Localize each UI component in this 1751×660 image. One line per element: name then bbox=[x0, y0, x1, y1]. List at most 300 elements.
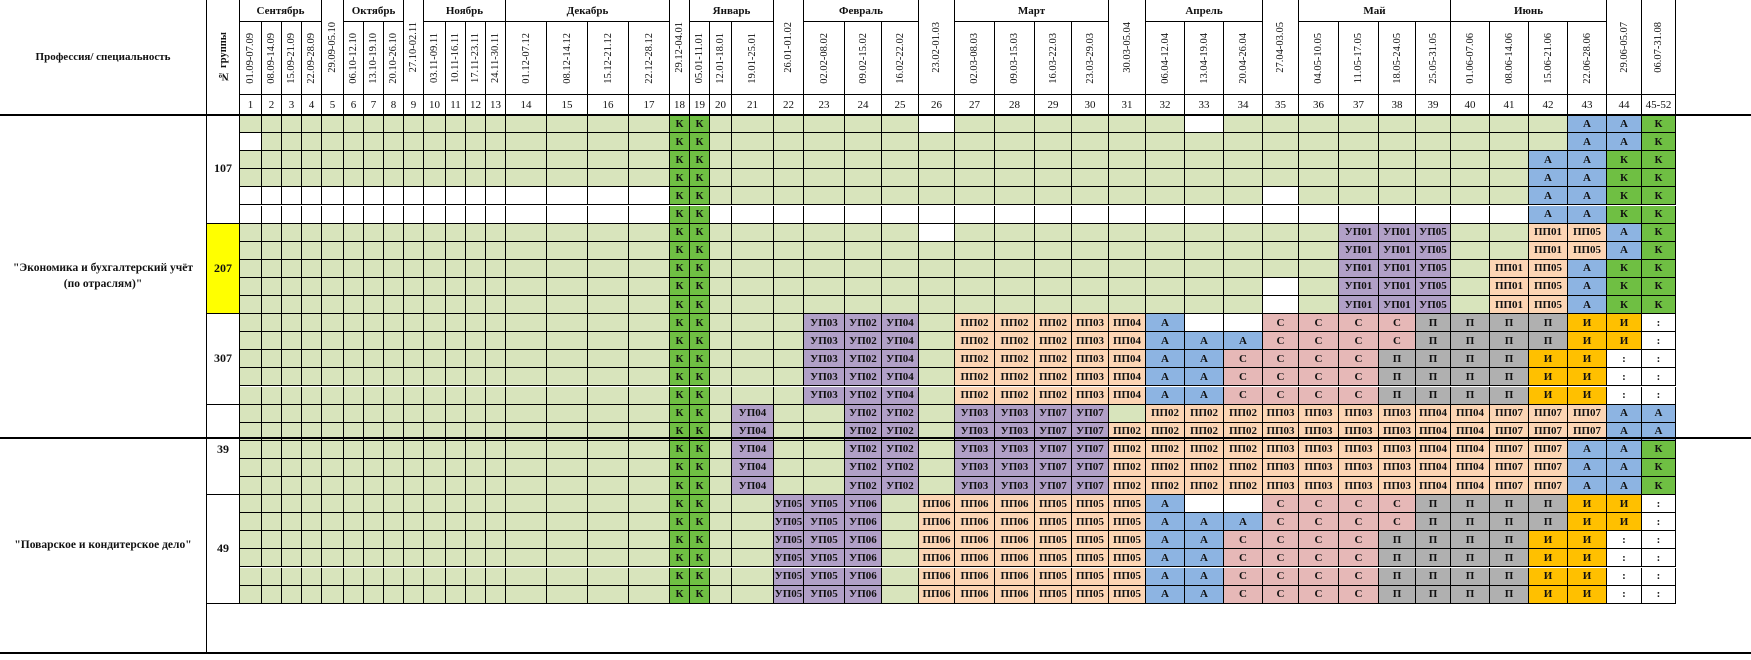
schedule-cell[interactable] bbox=[240, 586, 262, 604]
schedule-cell[interactable] bbox=[547, 115, 588, 133]
schedule-cell[interactable]: И bbox=[1568, 586, 1607, 604]
schedule-cell[interactable] bbox=[506, 513, 547, 531]
schedule-cell[interactable] bbox=[404, 332, 424, 350]
schedule-cell[interactable] bbox=[486, 278, 506, 296]
schedule-cell[interactable] bbox=[774, 242, 804, 260]
schedule-cell[interactable] bbox=[547, 187, 588, 205]
schedule-cell[interactable]: А bbox=[1185, 350, 1224, 368]
schedule-cell[interactable] bbox=[384, 115, 404, 133]
schedule-cell[interactable] bbox=[506, 549, 547, 567]
schedule-cell[interactable] bbox=[344, 260, 364, 278]
schedule-cell[interactable] bbox=[240, 115, 262, 133]
schedule-cell[interactable] bbox=[302, 115, 322, 133]
schedule-cell[interactable]: К bbox=[1607, 296, 1642, 314]
schedule-cell[interactable] bbox=[282, 459, 302, 477]
schedule-cell[interactable] bbox=[486, 242, 506, 260]
schedule-cell[interactable] bbox=[240, 169, 262, 187]
schedule-cell[interactable] bbox=[1416, 151, 1451, 169]
schedule-cell[interactable] bbox=[282, 387, 302, 405]
schedule-cell[interactable]: ПП05 bbox=[1109, 495, 1146, 513]
schedule-cell[interactable] bbox=[1109, 187, 1146, 205]
schedule-cell[interactable] bbox=[364, 586, 384, 604]
schedule-cell[interactable] bbox=[506, 314, 547, 332]
schedule-cell[interactable] bbox=[262, 133, 282, 151]
schedule-cell[interactable]: А bbox=[1185, 513, 1224, 531]
schedule-cell[interactable]: УП05 bbox=[804, 531, 845, 549]
schedule-cell[interactable]: ПП04 bbox=[1451, 405, 1490, 423]
schedule-cell[interactable]: ПП02 bbox=[955, 350, 995, 368]
schedule-cell[interactable]: П bbox=[1490, 586, 1529, 604]
schedule-cell[interactable] bbox=[486, 495, 506, 513]
schedule-cell[interactable]: ПП01 bbox=[1490, 278, 1529, 296]
schedule-cell[interactable] bbox=[364, 115, 384, 133]
schedule-cell[interactable] bbox=[240, 224, 262, 242]
schedule-cell[interactable]: С bbox=[1339, 586, 1379, 604]
schedule-cell[interactable]: К bbox=[670, 151, 690, 169]
schedule-cell[interactable] bbox=[1339, 206, 1379, 224]
schedule-cell[interactable]: С bbox=[1299, 350, 1339, 368]
schedule-cell[interactable] bbox=[1224, 278, 1263, 296]
schedule-cell[interactable] bbox=[955, 242, 995, 260]
schedule-cell[interactable] bbox=[446, 296, 466, 314]
schedule-cell[interactable] bbox=[240, 350, 262, 368]
schedule-cell[interactable]: УП06 bbox=[845, 568, 882, 586]
schedule-cell[interactable] bbox=[1035, 151, 1072, 169]
schedule-cell[interactable] bbox=[804, 278, 845, 296]
schedule-cell[interactable] bbox=[282, 549, 302, 567]
schedule-cell[interactable] bbox=[424, 549, 446, 567]
schedule-cell[interactable]: ПП05 bbox=[1035, 513, 1072, 531]
schedule-cell[interactable] bbox=[1490, 115, 1529, 133]
schedule-cell[interactable]: ПП07 bbox=[1529, 477, 1568, 495]
schedule-cell[interactable] bbox=[732, 350, 774, 368]
schedule-cell[interactable] bbox=[804, 224, 845, 242]
schedule-cell[interactable] bbox=[446, 531, 466, 549]
schedule-cell[interactable] bbox=[302, 441, 322, 459]
schedule-cell[interactable] bbox=[446, 513, 466, 531]
schedule-cell[interactable] bbox=[919, 224, 955, 242]
schedule-cell[interactable] bbox=[506, 495, 547, 513]
schedule-cell[interactable] bbox=[1263, 278, 1299, 296]
schedule-cell[interactable]: С bbox=[1263, 368, 1299, 386]
schedule-cell[interactable]: А bbox=[1224, 332, 1263, 350]
schedule-cell[interactable]: УП06 bbox=[845, 586, 882, 604]
schedule-cell[interactable]: С bbox=[1263, 568, 1299, 586]
schedule-cell[interactable] bbox=[344, 242, 364, 260]
schedule-cell[interactable] bbox=[240, 549, 262, 567]
schedule-cell[interactable]: П bbox=[1416, 495, 1451, 513]
schedule-cell[interactable] bbox=[344, 314, 364, 332]
schedule-cell[interactable]: К bbox=[670, 549, 690, 567]
schedule-cell[interactable]: К bbox=[690, 169, 710, 187]
schedule-cell[interactable] bbox=[302, 332, 322, 350]
schedule-cell[interactable] bbox=[404, 549, 424, 567]
schedule-cell[interactable]: С bbox=[1263, 531, 1299, 549]
schedule-cell[interactable] bbox=[322, 314, 344, 332]
schedule-cell[interactable] bbox=[506, 133, 547, 151]
schedule-cell[interactable] bbox=[344, 332, 364, 350]
schedule-cell[interactable] bbox=[845, 206, 882, 224]
schedule-cell[interactable] bbox=[804, 477, 845, 495]
schedule-cell[interactable]: И bbox=[1568, 549, 1607, 567]
schedule-cell[interactable]: А bbox=[1607, 133, 1642, 151]
schedule-cell[interactable]: И bbox=[1529, 531, 1568, 549]
schedule-cell[interactable] bbox=[322, 568, 344, 586]
schedule-cell[interactable] bbox=[282, 278, 302, 296]
schedule-cell[interactable] bbox=[446, 568, 466, 586]
schedule-cell[interactable] bbox=[1072, 278, 1109, 296]
schedule-cell[interactable] bbox=[404, 187, 424, 205]
schedule-cell[interactable] bbox=[995, 242, 1035, 260]
schedule-cell[interactable] bbox=[547, 206, 588, 224]
schedule-cell[interactable]: ПП03 bbox=[1299, 477, 1339, 495]
schedule-cell[interactable] bbox=[424, 350, 446, 368]
schedule-cell[interactable] bbox=[1035, 133, 1072, 151]
schedule-cell[interactable]: УП06 bbox=[845, 531, 882, 549]
schedule-cell[interactable]: К bbox=[690, 549, 710, 567]
schedule-cell[interactable] bbox=[845, 278, 882, 296]
schedule-cell[interactable] bbox=[1299, 242, 1339, 260]
schedule-cell[interactable] bbox=[774, 459, 804, 477]
schedule-cell[interactable] bbox=[1451, 115, 1490, 133]
schedule-cell[interactable]: ПП04 bbox=[1109, 368, 1146, 386]
schedule-cell[interactable] bbox=[424, 169, 446, 187]
schedule-cell[interactable]: ПП05 bbox=[1109, 531, 1146, 549]
schedule-cell[interactable]: К bbox=[690, 151, 710, 169]
schedule-cell[interactable]: К bbox=[690, 133, 710, 151]
schedule-cell[interactable]: УП07 bbox=[1035, 405, 1072, 423]
schedule-cell[interactable]: С bbox=[1339, 568, 1379, 586]
schedule-cell[interactable]: ПП07 bbox=[1529, 423, 1568, 441]
schedule-cell[interactable] bbox=[486, 115, 506, 133]
schedule-cell[interactable] bbox=[588, 224, 629, 242]
schedule-cell[interactable] bbox=[547, 495, 588, 513]
schedule-cell[interactable] bbox=[1299, 133, 1339, 151]
schedule-cell[interactable]: А bbox=[1146, 513, 1185, 531]
schedule-cell[interactable] bbox=[364, 441, 384, 459]
schedule-cell[interactable] bbox=[424, 187, 446, 205]
schedule-cell[interactable] bbox=[1035, 296, 1072, 314]
schedule-cell[interactable]: УП07 bbox=[1072, 459, 1109, 477]
schedule-cell[interactable] bbox=[1185, 314, 1224, 332]
schedule-cell[interactable]: ПП07 bbox=[1490, 477, 1529, 495]
schedule-cell[interactable] bbox=[446, 278, 466, 296]
schedule-cell[interactable] bbox=[919, 151, 955, 169]
schedule-cell[interactable] bbox=[845, 242, 882, 260]
schedule-cell[interactable] bbox=[629, 278, 670, 296]
schedule-cell[interactable] bbox=[364, 151, 384, 169]
schedule-cell[interactable] bbox=[588, 405, 629, 423]
schedule-cell[interactable] bbox=[364, 568, 384, 586]
schedule-cell[interactable] bbox=[1035, 169, 1072, 187]
schedule-cell[interactable] bbox=[1035, 242, 1072, 260]
schedule-cell[interactable] bbox=[322, 495, 344, 513]
schedule-cell[interactable]: А bbox=[1607, 242, 1642, 260]
schedule-cell[interactable]: ПП03 bbox=[1263, 477, 1299, 495]
schedule-cell[interactable] bbox=[486, 314, 506, 332]
schedule-cell[interactable]: К bbox=[670, 495, 690, 513]
schedule-cell[interactable] bbox=[404, 151, 424, 169]
schedule-cell[interactable] bbox=[486, 260, 506, 278]
schedule-cell[interactable] bbox=[804, 296, 845, 314]
schedule-cell[interactable]: УП02 bbox=[845, 405, 882, 423]
schedule-cell[interactable] bbox=[240, 332, 262, 350]
schedule-cell[interactable] bbox=[262, 242, 282, 260]
schedule-cell[interactable] bbox=[384, 151, 404, 169]
schedule-cell[interactable] bbox=[506, 115, 547, 133]
schedule-cell[interactable] bbox=[1224, 151, 1263, 169]
schedule-cell[interactable] bbox=[384, 513, 404, 531]
schedule-cell[interactable]: А bbox=[1607, 115, 1642, 133]
schedule-cell[interactable]: К bbox=[670, 206, 690, 224]
schedule-cell[interactable] bbox=[1224, 169, 1263, 187]
schedule-cell[interactable]: ПП02 bbox=[1035, 368, 1072, 386]
schedule-cell[interactable] bbox=[547, 531, 588, 549]
schedule-cell[interactable] bbox=[302, 206, 322, 224]
schedule-cell[interactable] bbox=[486, 151, 506, 169]
schedule-cell[interactable] bbox=[732, 151, 774, 169]
schedule-cell[interactable] bbox=[629, 441, 670, 459]
schedule-cell[interactable] bbox=[1035, 115, 1072, 133]
schedule-cell[interactable] bbox=[240, 242, 262, 260]
schedule-cell[interactable] bbox=[774, 314, 804, 332]
schedule-cell[interactable] bbox=[506, 387, 547, 405]
schedule-cell[interactable]: С bbox=[1263, 586, 1299, 604]
schedule-cell[interactable]: С bbox=[1299, 387, 1339, 405]
schedule-cell[interactable] bbox=[995, 278, 1035, 296]
schedule-cell[interactable]: УП03 bbox=[995, 405, 1035, 423]
schedule-cell[interactable]: П bbox=[1490, 495, 1529, 513]
schedule-cell[interactable] bbox=[282, 441, 302, 459]
schedule-cell[interactable]: К bbox=[1642, 169, 1676, 187]
schedule-cell[interactable]: : bbox=[1642, 586, 1676, 604]
schedule-cell[interactable]: И bbox=[1529, 387, 1568, 405]
schedule-cell[interactable] bbox=[322, 405, 344, 423]
schedule-cell[interactable]: УП05 bbox=[774, 586, 804, 604]
schedule-cell[interactable] bbox=[710, 151, 732, 169]
schedule-cell[interactable] bbox=[446, 549, 466, 567]
schedule-cell[interactable] bbox=[1263, 133, 1299, 151]
schedule-cell[interactable] bbox=[404, 314, 424, 332]
schedule-cell[interactable]: К bbox=[1642, 187, 1676, 205]
schedule-cell[interactable] bbox=[344, 495, 364, 513]
schedule-cell[interactable]: УП03 bbox=[955, 423, 995, 441]
schedule-cell[interactable]: А bbox=[1185, 387, 1224, 405]
schedule-cell[interactable]: И bbox=[1607, 332, 1642, 350]
schedule-cell[interactable] bbox=[1299, 206, 1339, 224]
schedule-cell[interactable]: П bbox=[1490, 332, 1529, 350]
schedule-cell[interactable] bbox=[1224, 242, 1263, 260]
schedule-cell[interactable] bbox=[804, 405, 845, 423]
schedule-cell[interactable] bbox=[774, 133, 804, 151]
schedule-cell[interactable] bbox=[384, 296, 404, 314]
schedule-cell[interactable]: ПП02 bbox=[1146, 459, 1185, 477]
schedule-cell[interactable]: С bbox=[1263, 332, 1299, 350]
schedule-cell[interactable]: А bbox=[1529, 187, 1568, 205]
schedule-cell[interactable]: УП01 bbox=[1339, 242, 1379, 260]
schedule-cell[interactable] bbox=[446, 260, 466, 278]
schedule-cell[interactable]: П bbox=[1490, 350, 1529, 368]
schedule-cell[interactable] bbox=[446, 586, 466, 604]
schedule-cell[interactable] bbox=[955, 115, 995, 133]
schedule-cell[interactable]: УП05 bbox=[774, 568, 804, 586]
schedule-cell[interactable] bbox=[1185, 206, 1224, 224]
schedule-cell[interactable]: ПП03 bbox=[1263, 405, 1299, 423]
schedule-cell[interactable]: П bbox=[1416, 314, 1451, 332]
schedule-cell[interactable] bbox=[1072, 296, 1109, 314]
schedule-cell[interactable]: П bbox=[1490, 368, 1529, 386]
schedule-cell[interactable] bbox=[240, 405, 262, 423]
schedule-cell[interactable]: : bbox=[1607, 568, 1642, 586]
schedule-cell[interactable]: УП03 bbox=[804, 332, 845, 350]
schedule-cell[interactable]: УП07 bbox=[1035, 441, 1072, 459]
schedule-cell[interactable]: К bbox=[1642, 224, 1676, 242]
schedule-cell[interactable] bbox=[506, 224, 547, 242]
schedule-cell[interactable] bbox=[446, 477, 466, 495]
schedule-cell[interactable]: : bbox=[1607, 586, 1642, 604]
schedule-cell[interactable]: ПП02 bbox=[1185, 477, 1224, 495]
schedule-cell[interactable] bbox=[629, 586, 670, 604]
schedule-cell[interactable] bbox=[629, 115, 670, 133]
schedule-cell[interactable] bbox=[466, 495, 486, 513]
schedule-cell[interactable] bbox=[919, 441, 955, 459]
schedule-cell[interactable]: К bbox=[690, 206, 710, 224]
schedule-cell[interactable] bbox=[344, 531, 364, 549]
schedule-cell[interactable] bbox=[466, 568, 486, 586]
schedule-cell[interactable]: К bbox=[690, 115, 710, 133]
schedule-cell[interactable] bbox=[882, 224, 919, 242]
schedule-cell[interactable] bbox=[995, 224, 1035, 242]
schedule-cell[interactable]: УП02 bbox=[845, 332, 882, 350]
schedule-cell[interactable] bbox=[1185, 133, 1224, 151]
schedule-cell[interactable]: К bbox=[670, 568, 690, 586]
schedule-cell[interactable] bbox=[1416, 206, 1451, 224]
schedule-cell[interactable] bbox=[995, 169, 1035, 187]
schedule-cell[interactable]: ПП02 bbox=[1035, 314, 1072, 332]
schedule-cell[interactable] bbox=[955, 169, 995, 187]
schedule-cell[interactable] bbox=[240, 387, 262, 405]
schedule-cell[interactable] bbox=[466, 531, 486, 549]
schedule-cell[interactable] bbox=[322, 513, 344, 531]
schedule-cell[interactable] bbox=[302, 260, 322, 278]
schedule-cell[interactable] bbox=[774, 332, 804, 350]
schedule-cell[interactable] bbox=[344, 187, 364, 205]
schedule-cell[interactable]: А bbox=[1568, 206, 1607, 224]
schedule-cell[interactable] bbox=[710, 441, 732, 459]
schedule-cell[interactable] bbox=[240, 531, 262, 549]
schedule-cell[interactable] bbox=[547, 332, 588, 350]
schedule-cell[interactable] bbox=[262, 169, 282, 187]
schedule-cell[interactable]: К bbox=[1642, 133, 1676, 151]
schedule-cell[interactable] bbox=[1035, 206, 1072, 224]
schedule-cell[interactable] bbox=[506, 296, 547, 314]
schedule-cell[interactable] bbox=[1451, 296, 1490, 314]
schedule-cell[interactable] bbox=[588, 477, 629, 495]
schedule-cell[interactable] bbox=[919, 459, 955, 477]
schedule-cell[interactable] bbox=[262, 531, 282, 549]
schedule-cell[interactable] bbox=[262, 405, 282, 423]
schedule-cell[interactable] bbox=[588, 260, 629, 278]
schedule-cell[interactable] bbox=[424, 133, 446, 151]
schedule-cell[interactable] bbox=[446, 133, 466, 151]
schedule-cell[interactable] bbox=[240, 368, 262, 386]
schedule-cell[interactable]: УП03 bbox=[995, 423, 1035, 441]
schedule-cell[interactable]: ПП03 bbox=[1379, 441, 1416, 459]
schedule-cell[interactable]: С bbox=[1224, 350, 1263, 368]
schedule-cell[interactable]: К bbox=[670, 224, 690, 242]
schedule-cell[interactable] bbox=[424, 115, 446, 133]
schedule-cell[interactable] bbox=[1490, 224, 1529, 242]
schedule-cell[interactable] bbox=[1146, 260, 1185, 278]
schedule-cell[interactable] bbox=[384, 206, 404, 224]
schedule-cell[interactable]: ПП03 bbox=[1339, 405, 1379, 423]
schedule-cell[interactable] bbox=[446, 187, 466, 205]
schedule-cell[interactable]: : bbox=[1642, 368, 1676, 386]
schedule-cell[interactable]: УП02 bbox=[845, 368, 882, 386]
schedule-cell[interactable]: П bbox=[1379, 568, 1416, 586]
schedule-cell[interactable] bbox=[732, 332, 774, 350]
schedule-cell[interactable] bbox=[364, 368, 384, 386]
schedule-cell[interactable] bbox=[404, 133, 424, 151]
schedule-cell[interactable] bbox=[1072, 151, 1109, 169]
schedule-cell[interactable] bbox=[845, 187, 882, 205]
schedule-cell[interactable] bbox=[1299, 260, 1339, 278]
schedule-cell[interactable] bbox=[466, 169, 486, 187]
schedule-cell[interactable] bbox=[344, 278, 364, 296]
schedule-cell[interactable] bbox=[710, 568, 732, 586]
schedule-cell[interactable] bbox=[364, 133, 384, 151]
schedule-cell[interactable]: УП05 bbox=[1416, 296, 1451, 314]
schedule-cell[interactable] bbox=[466, 441, 486, 459]
schedule-cell[interactable] bbox=[424, 260, 446, 278]
schedule-cell[interactable] bbox=[446, 242, 466, 260]
schedule-cell[interactable] bbox=[486, 459, 506, 477]
schedule-cell[interactable] bbox=[486, 405, 506, 423]
schedule-cell[interactable] bbox=[1451, 187, 1490, 205]
schedule-cell[interactable] bbox=[1224, 187, 1263, 205]
schedule-cell[interactable] bbox=[710, 459, 732, 477]
schedule-cell[interactable]: С bbox=[1339, 549, 1379, 567]
schedule-cell[interactable] bbox=[240, 278, 262, 296]
schedule-cell[interactable]: П bbox=[1416, 387, 1451, 405]
schedule-cell[interactable] bbox=[446, 151, 466, 169]
schedule-cell[interactable] bbox=[588, 278, 629, 296]
schedule-cell[interactable]: УП02 bbox=[882, 441, 919, 459]
schedule-cell[interactable]: ПП06 bbox=[919, 513, 955, 531]
schedule-cell[interactable] bbox=[629, 513, 670, 531]
schedule-cell[interactable]: И bbox=[1529, 368, 1568, 386]
schedule-cell[interactable]: С bbox=[1339, 531, 1379, 549]
schedule-cell[interactable] bbox=[588, 332, 629, 350]
schedule-cell[interactable] bbox=[1490, 169, 1529, 187]
schedule-cell[interactable] bbox=[1109, 296, 1146, 314]
schedule-cell[interactable] bbox=[919, 477, 955, 495]
schedule-cell[interactable] bbox=[710, 278, 732, 296]
schedule-cell[interactable]: УП03 bbox=[955, 405, 995, 423]
schedule-cell[interactable] bbox=[1146, 224, 1185, 242]
schedule-cell[interactable] bbox=[364, 513, 384, 531]
schedule-cell[interactable] bbox=[364, 531, 384, 549]
schedule-cell[interactable] bbox=[1146, 278, 1185, 296]
schedule-cell[interactable] bbox=[302, 278, 322, 296]
schedule-cell[interactable]: ПП02 bbox=[1146, 405, 1185, 423]
schedule-cell[interactable] bbox=[364, 260, 384, 278]
schedule-cell[interactable] bbox=[384, 586, 404, 604]
schedule-cell[interactable] bbox=[262, 459, 282, 477]
schedule-cell[interactable]: И bbox=[1607, 314, 1642, 332]
schedule-cell[interactable] bbox=[344, 115, 364, 133]
schedule-cell[interactable] bbox=[384, 332, 404, 350]
